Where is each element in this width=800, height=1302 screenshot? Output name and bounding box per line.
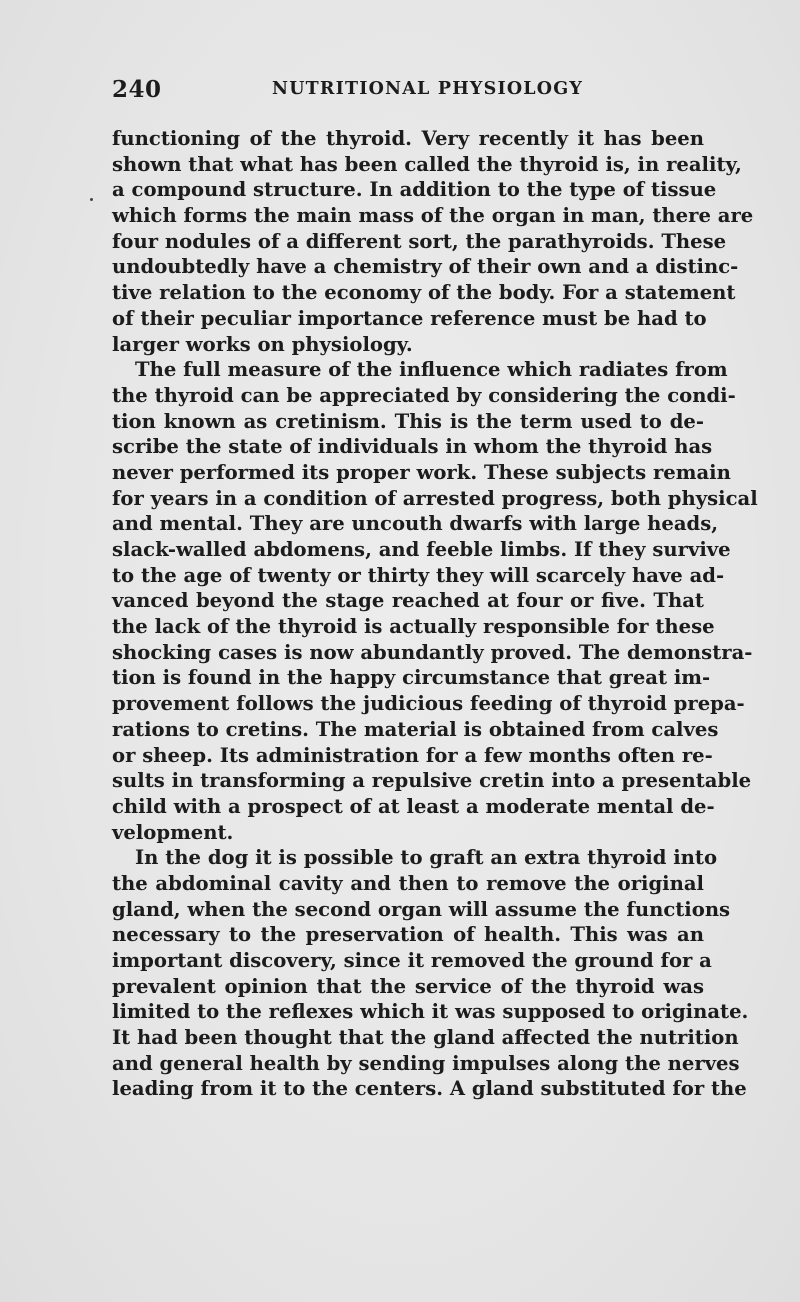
text-line: tion is found in the happy circumstance that great im- — [112, 666, 711, 690]
text-line: of their peculiar importance reference must be had to — [112, 306, 707, 330]
page-number: 240 — [112, 76, 162, 103]
text-line: the thyroid can be appreciated by considering the condi- — [112, 383, 736, 407]
margin-speck — [90, 198, 93, 201]
text-line: important discovery, since it removed the ground for a — [112, 949, 712, 972]
running-head: NUTRITIONAL PHYSIOLOGY — [272, 79, 584, 99]
text-line: scribe the state of individuals in whom the thyroid has — [112, 435, 713, 459]
text-line: larger works on physiology. — [112, 332, 413, 356]
text-line: functioning of the thyroid. Very recently it has been — [112, 127, 704, 150]
text-line: In the dog it is possible to graft an extra thyroid into — [135, 846, 718, 870]
text-line: undoubtedly have a chemistry of their own and a distinc- — [112, 255, 739, 279]
text-line: a compound structure. In addition to the type of tissue — [112, 178, 717, 202]
text-line: which forms the main mass of the organ in man, there are — [112, 204, 754, 228]
text-line: tion known as cretinism. This is the term used to de- — [112, 409, 704, 433]
text-line: the lack of the thyroid is actually responsible for these — [112, 615, 715, 639]
text-line: rations to cretins. The material is obtained from calves — [112, 717, 719, 741]
text-line: prevalent opinion that the service of the thyroid was — [112, 974, 704, 998]
text-line: shown that what has been called the thyroid is, in reality, — [112, 152, 742, 176]
text-line: leading from it to the centers. A gland substituted for the — [112, 1077, 747, 1101]
text-line: or sheep. Its administration for a few months often re- — [112, 743, 713, 767]
body-text — [112, 126, 758, 1102]
text-line: never performed its proper work. These subjects remain — [112, 460, 731, 484]
text-line: for years in a condition of arrested progress, both physical — [112, 486, 758, 510]
text-line: gland, when the second organ will assume the functions — [112, 897, 731, 921]
text-line: provement follows the judicious feeding of thyroid prepa- — [112, 692, 745, 716]
text-line: to the age of twenty or thirty they will scarcely have ad- — [112, 563, 725, 587]
text-line: the abdominal cavity and then to remove the original — [112, 871, 704, 895]
text-line: velopment. — [112, 820, 234, 844]
text-line: It had been thought that the gland affected the nutrition — [112, 1026, 739, 1050]
text-line: necessary to the preservation of health. This was an — [112, 923, 704, 947]
text-line: tive relation to the economy of the body. For a statement — [112, 281, 736, 305]
text-line: sults in transforming a repulsive cretin into a presentable — [112, 769, 752, 793]
text-line: slack-walled abdomens, and feeble limbs. If they survive — [112, 538, 731, 561]
text-line: vanced beyond the stage reached at four or five. That — [112, 589, 704, 613]
text-line: four nodules of a different sort, the parathyroids. These — [112, 229, 727, 253]
text-line: and general health by sending impulses along the nerves — [112, 1051, 740, 1075]
text-line: The full measure of the influence which radiates from — [135, 358, 728, 382]
text-line: shocking cases is now abundantly proved. The demonstra- — [112, 640, 753, 664]
page-header — [112, 76, 702, 106]
text-line: limited to the reflexes which it was supposed to originate. — [112, 1000, 749, 1024]
text-line: child with a prospect of at least a moderate mental de- — [112, 794, 715, 818]
text-line: and mental. They are uncouth dwarfs with large heads, — [112, 512, 719, 536]
